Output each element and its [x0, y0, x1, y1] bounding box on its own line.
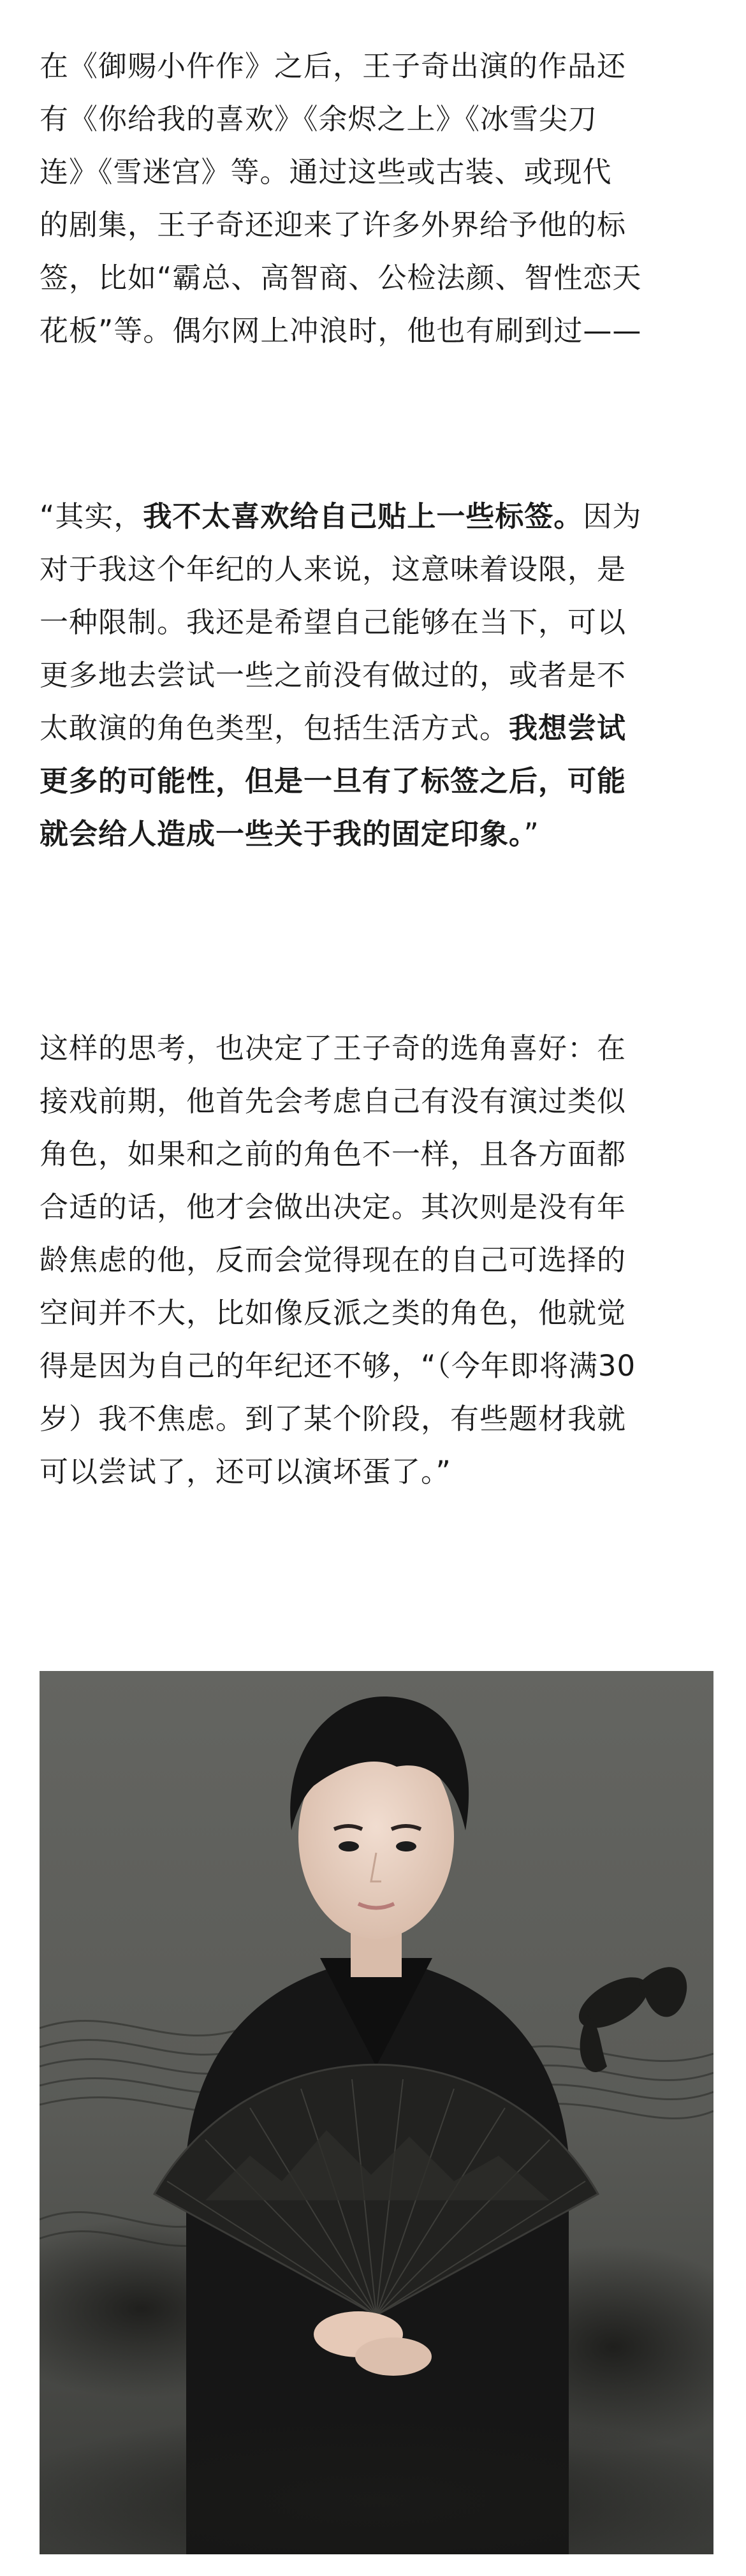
text-line: 得是因为自己的年纪还不够，“（今年即将满30 — [40, 1349, 636, 1383]
text-line — [40, 807, 715, 860]
quote-closing: ” — [523, 817, 539, 851]
bold-emphasis: 我不太喜欢给自己贴上一些标签。 — [143, 499, 583, 533]
quote-opening: “其实， — [40, 499, 143, 533]
text-line: 空间并不大，比如像反派之类的角色，他就觉 — [40, 1296, 627, 1330]
right-eye — [396, 1841, 416, 1851]
text-fragment: 因为 — [583, 499, 642, 533]
left-eye — [339, 1841, 359, 1851]
text-line: 更多地去尝试一些之前没有做过的，或者是不 — [40, 658, 627, 692]
text-line: 这样的思考，也决定了王子奇的选角喜好：在 — [40, 1031, 627, 1065]
text-line — [40, 490, 715, 543]
text-line: 对于我这个年纪的人来说，这意味着设限，是 — [40, 552, 627, 586]
bold-emphasis: 就会给人造成一些关于我的固定印象。 — [40, 817, 524, 851]
text-line: 签，比如“霸总、高智商、公检法颜、智性恋天 — [40, 261, 642, 295]
portrait-illustration — [40, 1671, 713, 2554]
text-fragment: 太敢演的角色类型，包括生活方式。 — [40, 711, 509, 745]
text-line: 岁）我不焦虑。到了某个阶段，有些题材我就 — [40, 1402, 627, 1436]
bold-emphasis: 我想尝试 — [509, 711, 627, 745]
paragraph-works-and-labels — [40, 40, 715, 357]
ink-mist-bottom — [40, 2411, 713, 2554]
text-line: 一种限制。我还是希望自己能够在当下，可以 — [40, 605, 627, 639]
text-line: 龄焦虑的他，反而会觉得现在的自己可选择的 — [40, 1243, 627, 1277]
portrait-photo — [40, 1671, 713, 2554]
text-line: 在《御赐小仵作》之后，王子奇出演的作品还 — [40, 49, 627, 83]
paragraph-quote-on-labels — [40, 490, 715, 860]
text-line: 花板”等。偶尔网上冲浪时，他也有刷到过—— — [40, 314, 642, 348]
text-line — [40, 702, 715, 754]
paragraph-role-choices — [40, 1022, 715, 1498]
text-line: 有《你给我的喜欢》《余烬之上》《冰雪尖刀 — [40, 102, 598, 136]
text-line: 连》《雪迷宫》等。通过这些或古装、或现代 — [40, 155, 612, 189]
text-line: 合适的话，他才会做出决定。其次则是没有年 — [40, 1190, 627, 1224]
text-line: 接戏前期，他首先会考虑自己有没有演过类似 — [40, 1084, 627, 1118]
text-line: 的剧集，王子奇还迎来了许多外界给予他的标 — [40, 208, 627, 242]
text-line: 角色，如果和之前的角色不一样，且各方面都 — [40, 1137, 627, 1171]
bold-emphasis-line: 更多的可能性，但是一旦有了标签之后，可能 — [40, 764, 627, 798]
text-line: 可以尝试了，还可以演坏蛋了。” — [40, 1455, 451, 1489]
